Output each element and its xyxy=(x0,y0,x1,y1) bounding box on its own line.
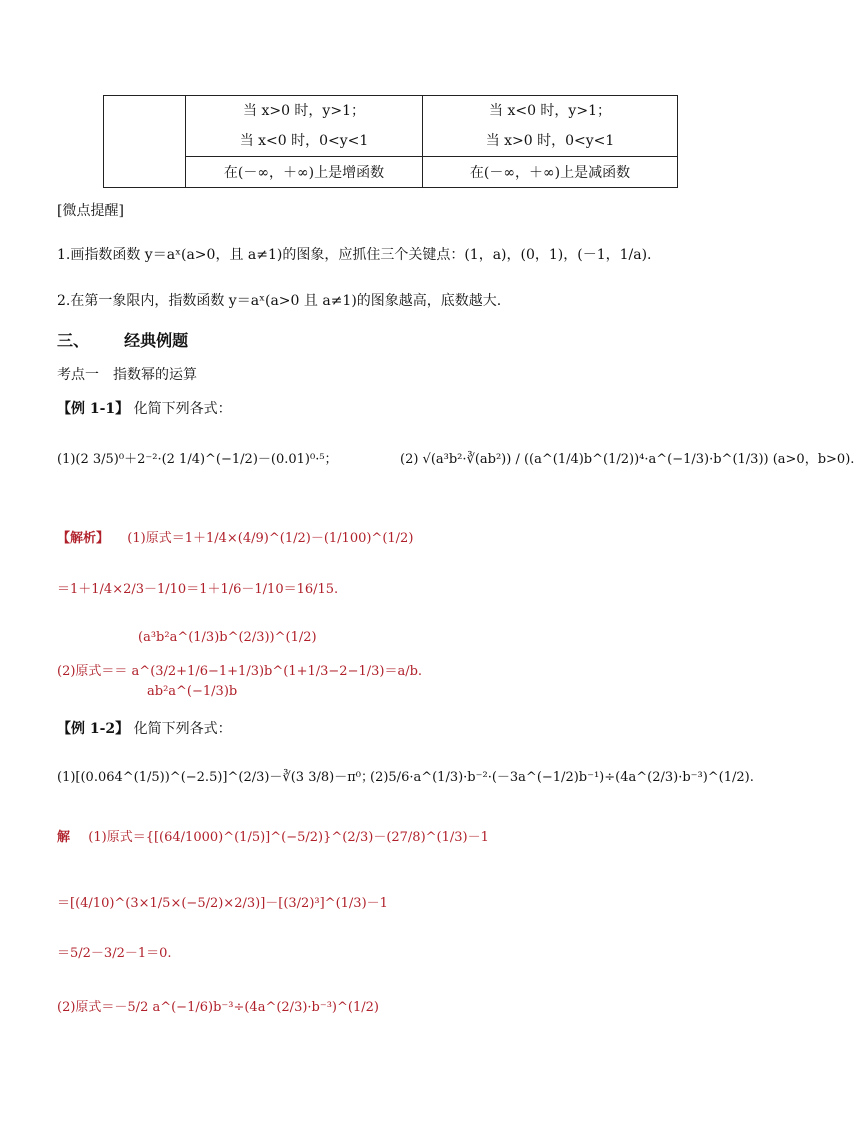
kaodian-title: 考点一 指数幂的运算 xyxy=(57,367,197,383)
example-1-1-solution-line-2: ＝1＋1/4×2/3－1/10＝1＋1/6－1/10＝16/15. xyxy=(57,582,339,597)
example-prompt: 化简下列各式： xyxy=(133,721,232,737)
example-1-2-header xyxy=(57,718,232,738)
example-label: 【例 1-2】 xyxy=(57,721,130,737)
table-label-cell xyxy=(104,96,186,188)
table-cell-monotonic-decreasing: 在(－∞，＋∞)上是减函数 xyxy=(423,157,678,188)
example-1-1-question-2: (2) √(a³b²·∛(ab²)) / ((a^(1/4)b^(1/2))⁴·a^(−1/3)·b^(1/3)) (a>0，b>0). xyxy=(400,452,854,467)
example-1-1-solution-line-3: (2)原式＝＝ a^(3/2+1/6−1+1/3)b^(1+1/3−2−1/3)＝a/b. xyxy=(57,664,423,679)
example-1-2-solution-line-3: ＝5/2－3/2－1＝0. xyxy=(57,946,172,961)
table-line: 当 x<0 时，y>1； xyxy=(489,103,611,119)
tips-heading: [微点提醒] xyxy=(57,203,124,219)
example-1-2-solution-line-4: (2)原式＝－5/2 a^(−1/6)b⁻³÷(4a^(2/3)·b⁻³)^(1/2) xyxy=(57,1000,379,1015)
jiexi-label: 【解析】 xyxy=(57,531,110,546)
section-title: 经典例题 xyxy=(124,331,189,350)
table-line: 当 x>0 时，0<y<1 xyxy=(485,133,615,149)
tip-item-1: 1.画指数函数 y＝aˣ(a>0，且 a≠1)的图象，应抓住三个关键点：(1，a)，(0，1)，(－1，1/a). xyxy=(57,247,652,263)
solution-step: (1)原式＝{[(64/1000)^(1/5)]^(−5/2)}^(2/3)－(27/8)^(1/3)－1 xyxy=(88,830,489,845)
table-line: 当 x>0 时，y>1； xyxy=(243,103,365,119)
properties-table xyxy=(103,95,678,188)
table-line: 当 x<0 时，0<y<1 xyxy=(239,133,369,149)
example-1-1-solution-numerator: (a³b²a^(1/3)b^(2/3))^(1/2) xyxy=(138,630,317,645)
section-number: 三、 xyxy=(57,331,90,350)
example-1-1-solution-line-1 xyxy=(57,527,413,546)
example-1-1-solution-denominator: ab²a^(−1/3)b xyxy=(147,684,238,699)
table-cell-range-decreasing xyxy=(423,96,678,157)
tip-item-2: 2.在第一象限内，指数函数 y＝aˣ(a>0 且 a≠1)的图象越高，底数越大. xyxy=(57,293,502,309)
table-cell-monotonic-increasing: 在(－∞，＋∞)上是增函数 xyxy=(186,157,423,188)
example-prompt: 化简下列各式： xyxy=(133,401,232,417)
example-1-2-question-1: (1)[(0.064^(1/5))^(−2.5)]^(2/3)－∛(3 3/8)－π⁰； xyxy=(57,770,374,785)
example-label: 【例 1-1】 xyxy=(57,401,130,417)
example-1-2-solution-line-2: ＝[(4/10)^(3×1/5×(−5/2)×2/3)]－[(3/2)³]^(1/3)－1 xyxy=(57,896,388,911)
example-1-1-header xyxy=(57,398,232,418)
jie-label: 解 xyxy=(57,830,71,845)
solution-step: (1)原式＝1＋1/4×(4/9)^(1/2)－(1/100)^(1/2) xyxy=(127,531,414,546)
example-1-2-question-2: (2)5/6·a^(1/3)·b⁻²·(－3a^(−1/2)b⁻¹)÷(4a^(2/3)·b⁻³)^(1/2). xyxy=(370,770,754,785)
table-cell-range-increasing xyxy=(186,96,423,157)
section-heading xyxy=(57,328,188,351)
example-1-2-solution-line-1 xyxy=(57,826,489,845)
example-1-1-question-1: (1)(2 3/5)⁰＋2⁻²·(2 1/4)^(−1/2)－(0.01)⁰·⁵； xyxy=(57,452,338,467)
